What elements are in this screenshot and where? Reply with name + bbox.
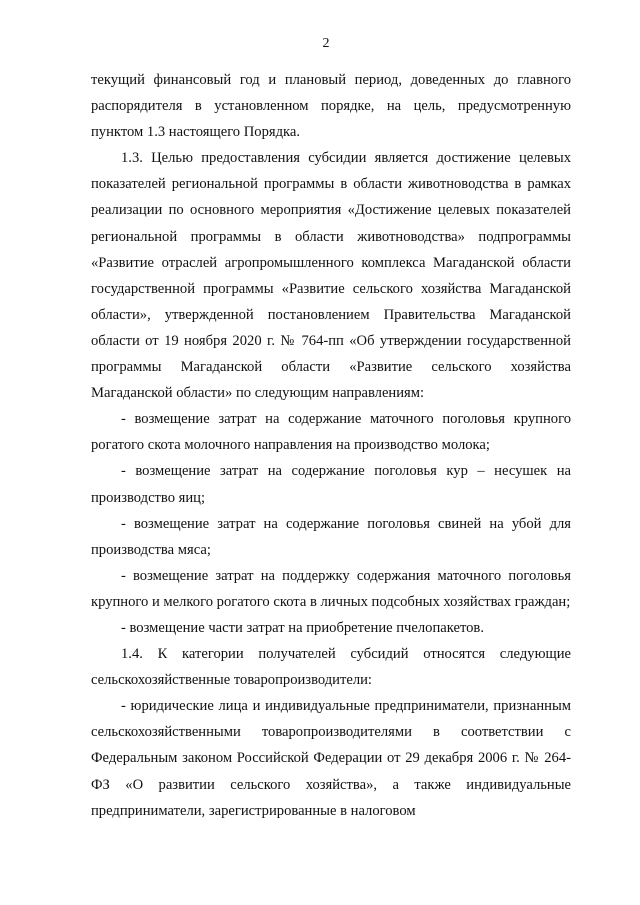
list-item-bees: - возмещение части затрат на приобретение пчелопакетов. bbox=[121, 619, 484, 636]
list-item-livestock: - возмещение затрат на поддержку содержания маточного поголовья крупного и мелкого рогатого скота в личных подсобных хозяйствах граждан; bbox=[91, 567, 571, 610]
list-item-legal-entities: - юридические лица и индивидуальные предприниматели, признанным сельскохозяйственными товаропроизводителями в соответствии с Федеральным законом Российской Федерации от 29 декабря 2006 г. № 264-ФЗ «О развитии сельского хозяйства», а также индивидуальные предприниматели, зарегистрированные в налоговом bbox=[91, 698, 571, 819]
page-number: 2 bbox=[322, 36, 330, 51]
paragraph-1-3: 1.3. Целью предоставления субсидии является достижение целевых показателей региональной программы в области животноводства в рамках реализации по основного мероприятия «Достижение целевых показателей региональной программы в области животноводства» подпрограммы «Развитие отраслей агропромышленного комплекса Магаданской области государственной программы «Развитие сельского хозяйства Магаданской области», утвержденной постановлением Правительства Магаданской области от 19 ноября 2020 г. № 764-пп «Об утверждении государственной программы Магаданской области «Развитие сельского хозяйства Магаданской области» по следующим направлениям: bbox=[91, 150, 571, 402]
paragraph-continuation: текущий финансовый год и плановый период, доведенных до главного распорядителя в установленном порядке, на цель, предусмотренную пунктом 1.3 настоящего Порядка. bbox=[91, 72, 571, 141]
list-item-pork: - возмещение затрат на содержание поголовья свиней на убой для производства мяса; bbox=[91, 515, 571, 558]
list-item-milk: - возмещение затрат на содержание маточного поголовья крупного рогатого скота молочного направления на производство молока; bbox=[91, 411, 571, 454]
document-body bbox=[91, 67, 571, 824]
paragraph-1-4: 1.4. К категории получателей субсидий относятся следующие сельскохозяйственные товаропроизводители: bbox=[91, 646, 571, 689]
list-item-eggs: - возмещение затрат на содержание поголовья кур – несушек на производство яиц; bbox=[91, 463, 571, 506]
